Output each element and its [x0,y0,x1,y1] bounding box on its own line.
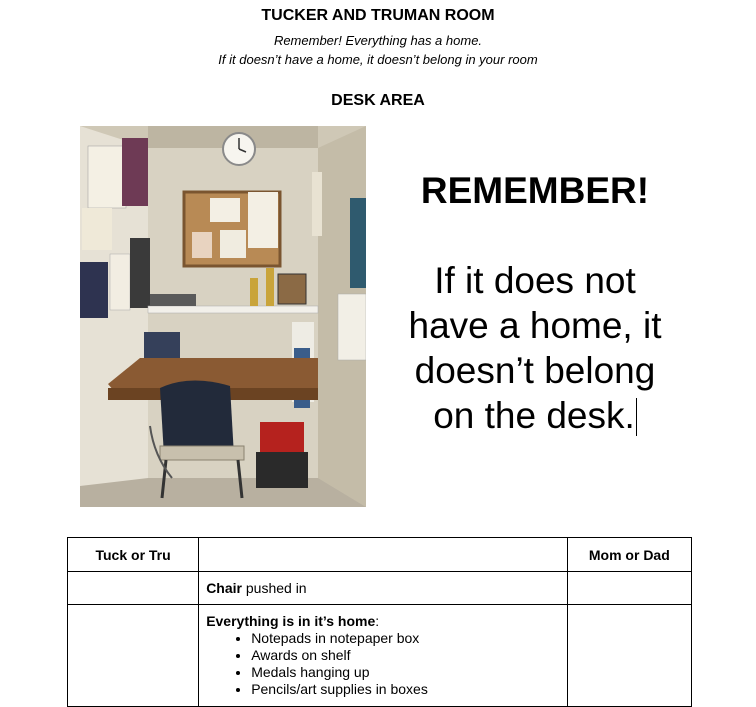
page-subtitle-2: If it doesn’t have a home, it doesn’t belong in your room [218,52,538,67]
check-cell-kid[interactable] [68,572,199,605]
column-header-mom-or-dad: Mom or Dad [567,538,691,572]
reminder-line-1: If it does not [434,260,636,301]
check-cell-parent[interactable] [567,605,691,707]
section-title: DESK AREA [331,92,425,109]
desk-area-photo [80,126,366,507]
reminder-text [390,258,680,438]
table-row [68,572,692,605]
reminder-line-4: on the desk. [433,395,635,436]
reminder-line-2: have a home, it [408,305,662,346]
text-cursor [636,398,637,436]
task-cell [199,605,567,707]
task-bullet-list [206,630,559,698]
list-item: • Medals hanging up [251,664,559,681]
table-row [68,605,692,707]
check-cell-kid[interactable] [68,605,199,707]
task-name: Everything is in it’s home [206,613,376,629]
check-cell-parent[interactable] [567,572,691,605]
task-detail: : [375,613,380,629]
reminder-line-3: doesn’t belong [414,350,656,391]
checklist-table [67,537,692,707]
list-item: • Pencils/art supplies in boxes [251,681,559,698]
task-name: Chair [206,580,242,596]
table-header-row [68,538,692,572]
list-item: • Notepads in notepaper box [251,630,559,647]
reminder-heading: REMEMBER! [420,170,650,211]
page-subtitle: Remember! Everything has a home. [273,33,483,48]
task-cell [199,572,567,605]
column-header-tuck-or-tru: Tuck or Tru [68,538,199,572]
column-header-task [199,538,567,572]
page-title: TUCKER AND TRUMAN ROOM [261,7,495,24]
task-detail: pushed in [241,580,307,596]
list-item: • Awards on shelf [251,647,559,664]
